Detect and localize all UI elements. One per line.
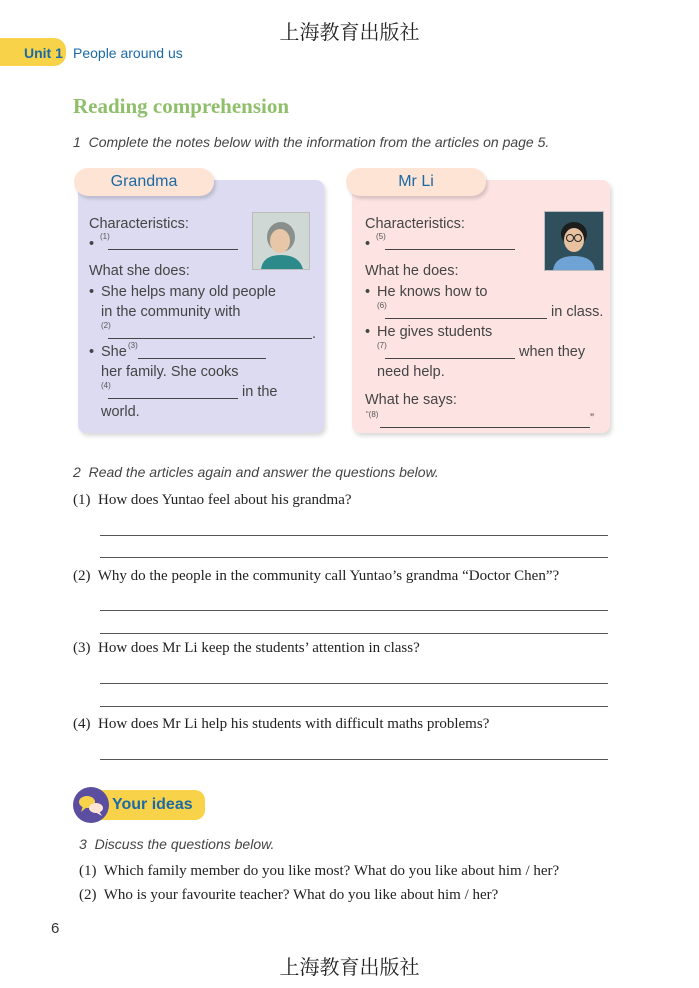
- question-4: [73, 716, 489, 733]
- blank-6[interactable]: [385, 304, 547, 319]
- grandma-bullet-2-line-4: world.: [101, 404, 140, 420]
- bullet-icon: •: [365, 284, 371, 300]
- mr-li-bullet-2-line-1: He gives students: [377, 324, 493, 340]
- bullet-icon: •: [89, 284, 95, 300]
- question-1: [73, 492, 352, 509]
- publisher-header: 上海教育出版社: [279, 20, 420, 44]
- blank-5[interactable]: [385, 235, 515, 250]
- blank-7[interactable]: [385, 344, 515, 359]
- answer-line[interactable]: [100, 535, 608, 536]
- note-number-1: (1): [100, 232, 110, 241]
- question-number: (2): [79, 887, 97, 903]
- question-text: How does Mr Li help his students with difficult maths problems?: [98, 716, 490, 732]
- grandma-bullet-2-line-3-suffix: in the: [242, 384, 278, 400]
- grandma-tab: Grandma: [74, 168, 214, 196]
- question-number: (2): [73, 568, 91, 584]
- answer-line[interactable]: [100, 706, 608, 707]
- note-number-6: (6): [377, 301, 387, 310]
- grandma-does-heading: What she does:: [89, 263, 190, 279]
- mr-li-bullet-2-line-2-suffix: when they: [519, 344, 586, 360]
- exercise-number: 1: [73, 134, 81, 150]
- answer-line[interactable]: [100, 557, 608, 558]
- exercise-2-instruction: [73, 464, 439, 480]
- mr-li-characteristics-heading: Characteristics:: [365, 216, 465, 232]
- question-text: Who is your favourite teacher? What do you like about him / her?: [103, 887, 499, 903]
- mr-li-photo: [544, 211, 604, 271]
- exercise-1-instruction: [73, 134, 549, 150]
- your-ideas-title: Your ideas: [112, 796, 193, 813]
- question-text: Which family member do you like most? What do you like about him / her?: [103, 863, 560, 879]
- blank-4[interactable]: [108, 384, 238, 399]
- question-3: [73, 640, 420, 657]
- mr-li-tab: Mr Li: [346, 168, 486, 196]
- blank-3[interactable]: [138, 344, 266, 359]
- mr-li-bullet-2-line-3: need help.: [377, 364, 445, 380]
- closing-quote: ”: [590, 411, 594, 425]
- grandma-characteristics-heading: Characteristics:: [89, 216, 189, 232]
- exercise-number: 2: [73, 464, 81, 480]
- answer-line[interactable]: [100, 610, 608, 611]
- unit-label: Unit 1: [24, 45, 63, 61]
- note-number-2: (2): [101, 321, 111, 330]
- note-number-3: (3): [128, 341, 138, 350]
- mr-li-does-heading: What he does:: [365, 263, 459, 279]
- question-number: (3): [73, 640, 91, 656]
- grandma-bullet-1-line-1: She helps many old people: [101, 284, 276, 300]
- mr-li-bullet-1-line-2-suffix: in class.: [551, 304, 604, 320]
- blank-1[interactable]: [108, 235, 238, 250]
- question-number: (1): [79, 863, 97, 879]
- publisher-footer: 上海教育出版社: [279, 955, 420, 979]
- blank-2[interactable]: [108, 324, 312, 339]
- instruction-text: Discuss the questions below.: [94, 836, 275, 852]
- note-number-4: (4): [101, 381, 111, 390]
- question-text: How does Mr Li keep the students’ attention in class?: [98, 640, 420, 656]
- question-number: (1): [73, 492, 91, 508]
- bullet-icon: •: [365, 236, 371, 252]
- instruction-text: Complete the notes below with the information from the articles on page 5.: [88, 134, 550, 150]
- exercise-number: 3: [79, 836, 87, 852]
- speech-bubbles-icon: [73, 787, 109, 823]
- page-number: 6: [51, 920, 60, 937]
- bullet-icon: •: [89, 236, 95, 252]
- period: .: [312, 326, 317, 342]
- exercise-3-instruction: [79, 836, 274, 852]
- bullet-icon: •: [89, 344, 95, 360]
- grandma-bullet-2-line-2: her family. She cooks: [101, 364, 239, 380]
- discussion-question-1: [79, 863, 559, 880]
- note-number-7: (7): [377, 341, 387, 350]
- instruction-text: Read the articles again and answer the questions below.: [88, 464, 439, 480]
- question-text: How does Yuntao feel about his grandma?: [98, 492, 352, 508]
- question-number: (4): [73, 716, 91, 732]
- grandma-bullet-2-prefix: She: [101, 344, 127, 360]
- answer-line[interactable]: [100, 683, 608, 684]
- grandma-photo: [252, 212, 310, 270]
- note-number-5: (5): [376, 232, 386, 241]
- mr-li-bullet-1-line-1: He knows how to: [377, 284, 488, 300]
- answer-line[interactable]: [100, 633, 608, 634]
- unit-title: People around us: [73, 45, 183, 61]
- note-number-8: “(8): [366, 410, 379, 419]
- grandma-bullet-1-line-2: in the community with: [101, 304, 241, 320]
- answer-line[interactable]: [100, 759, 608, 760]
- question-text: Why do the people in the community call Yuntao’s grandma “Doctor Chen”?: [97, 568, 560, 584]
- bullet-icon: •: [365, 324, 371, 340]
- question-2: [73, 568, 559, 585]
- section-title: Reading comprehension: [73, 94, 290, 118]
- discussion-question-2: [79, 887, 498, 904]
- mr-li-says-heading: What he says:: [365, 392, 457, 408]
- blank-8[interactable]: [380, 413, 590, 428]
